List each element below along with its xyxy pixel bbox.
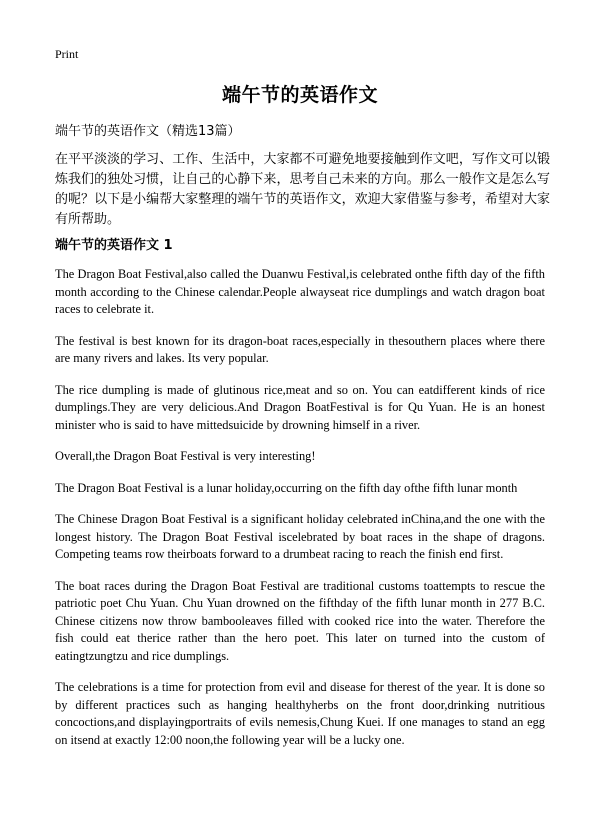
document-title: 端午节的英语作文 bbox=[221, 84, 378, 106]
essay-paragraph: The festival is best known for its dragon-boat races,especially in thesouthern places where there are many rivers and lakes. Its very popular. bbox=[55, 333, 545, 365]
intro-paragraph: 在平平淡淡的学习、工作、生活中，大家都不可避免地要接触到作文吧，写作文可以锻炼我们的独处习惯，让自己的心静下来，思考自己未来的方向。那么一般作文是怎么写的呢？以下是小编帮大家整理的端午节的英语作文，欢迎大家借鉴与参考，希望对大家有所帮助。 bbox=[55, 152, 550, 227]
print-link[interactable]: Print bbox=[55, 47, 79, 61]
essay-paragraph: The Dragon Boat Festival,also called the Duanwu Festival,is celebrated onthe fifth day of the fifth month according to the Chinese calendar.People alwayseat rice dumplings and watch dragon boat races to celebrate it. bbox=[55, 267, 545, 316]
essay-paragraph: The Dragon Boat Festival is a lunar holiday,occurring on the fifth day ofthe fifth lunar month bbox=[55, 480, 518, 495]
essay-body bbox=[55, 266, 545, 763]
essay-paragraph: The celebrations is a time for protection from evil and disease for therest of the year. It is done so by different practices such as hanging healthyherbs on the front door,drinking nutritious concoctions,and displayingportraits of evils nemesis,Chung Kuei. If one manages to stand an egg on itsend at exactly 12:00 noon,the following year will be a lucky one. bbox=[55, 680, 545, 747]
section-heading: 端午节的英语作文 1 bbox=[55, 238, 173, 253]
essay-paragraph: The boat races during the Dragon Boat Festival are traditional customs toattempts to rescue the patriotic poet Chu Yuan. Chu Yuan drowned on the fifthday of the fifth lunar month in 277 B.C. Chinese citizens now throw bambooleaves filled with cooked rice into the water. Therefore the fish could eat therice rather than the hero poet. This later on turned into the custom of eatingtzungtzu and rice dumplings. bbox=[55, 578, 545, 663]
essay-paragraph: Overall,the Dragon Boat Festival is very interesting! bbox=[55, 449, 316, 463]
essay-paragraph: The Chinese Dragon Boat Festival is a significant holiday celebrated inChina,and the one with the longest history. The Dragon Boat Festival iscelebrated by boat races in the shape of dragons. Competing teams row theirboats forward to a drumbeat racing to reach the finish end first. bbox=[55, 512, 545, 561]
essay-paragraph: The rice dumpling is made of glutinous rice,meat and so on. You can eatdifferent kinds of rice dumplings.They are very delicious.And Dragon BoatFestival is for Qu Yuan. He is an honest minister who is said to have mittedsuicide by drowning himself in a river. bbox=[55, 382, 545, 432]
document-subtitle: 端午节的英语作文（精选13篇） bbox=[55, 124, 241, 139]
